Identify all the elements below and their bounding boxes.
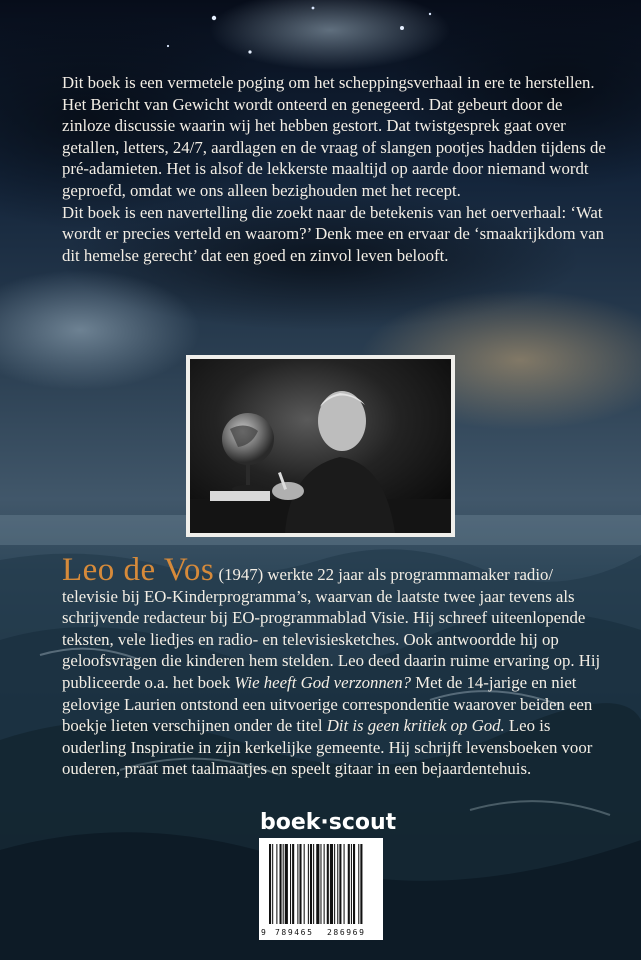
barcode-bars bbox=[259, 838, 383, 926]
barcode-bar bbox=[299, 844, 301, 924]
barcode-bar bbox=[280, 844, 282, 924]
barcode-bar bbox=[348, 844, 350, 924]
book-title-1: Wie heeft God verzonnen? bbox=[234, 672, 412, 692]
barcode-bar bbox=[327, 844, 329, 924]
isbn-barcode bbox=[259, 838, 383, 940]
barcode-bar bbox=[285, 844, 288, 924]
barcode-bar bbox=[308, 844, 309, 924]
barcode-bar bbox=[290, 844, 291, 924]
author-photo bbox=[190, 359, 451, 533]
barcode-bar bbox=[344, 844, 345, 924]
barcode-bar bbox=[297, 844, 298, 924]
barcode-bar bbox=[304, 844, 305, 924]
barcode-bar bbox=[269, 844, 271, 924]
author-photo-frame bbox=[186, 355, 455, 537]
book-title-2: Dit is geen kritiek op God. bbox=[326, 716, 505, 736]
back-cover-blurb bbox=[62, 72, 610, 266]
barcode-bar bbox=[360, 844, 362, 924]
bio-text-1: (1947) werkte 22 jaar als programmamaker radio/ televisie bij EO-Kinderprogramma’s, waarvan de laatste twee jaar tevens als schrijvende redacteur bij EO-programmablad Visie. Hij schreef uiteenlopende teksten, vele liedjes en radio- en televisiesketches. Ook antwoordde hij op geloofsvragen die kinderen hem stelden. Leo deed daarin ruime ervaring op. Hij publiceerde o.a. het boek bbox=[62, 565, 601, 692]
barcode-bar bbox=[276, 844, 277, 924]
author-biography bbox=[62, 552, 610, 780]
publisher-logo: boek·scout bbox=[260, 810, 397, 835]
blurb-paragraph-2: Dit boek is een navertelling die zoekt naar de betekenis van het oerverhaal: ‘Wat wordt er precies verteld en waarom?’ Denk mee en ervaar de ‘smaakrijkdom van dit hemelse gerecht’ dat een goed en zinvol leven belooft. bbox=[62, 202, 605, 265]
barcode-bar bbox=[272, 844, 273, 924]
author-name: Leo de Vos bbox=[62, 552, 215, 588]
barcode-lead-digit: 9 bbox=[261, 928, 266, 937]
barcode-bar bbox=[337, 844, 338, 924]
barcode-left-digits: 789465 bbox=[275, 928, 314, 937]
barcode-bar bbox=[334, 844, 335, 924]
barcode-bar bbox=[283, 844, 284, 924]
barcode-right-digits: 286969 bbox=[327, 928, 366, 937]
barcode-bar bbox=[310, 844, 312, 924]
barcode-bar bbox=[313, 844, 314, 924]
blurb-paragraph-1: Dit boek is een vermetele poging om het scheppingsverhaal in ere te herstellen. Het Bericht van Gewicht wordt onteerd en genegeerd. Dat gebeurt door de zinloze discussie waarin wij het hebben gestort. Dat twistgesprek gaat over getallen, letters, 24/7, aardlagen en de vraag of slangen pootjes hadden tijdens de pré-adamieten. Het is alsof de lekkerste maaltijd op aarde door niemand wordt geproefd, omdat we ons alleen bezighouden met het recept. bbox=[62, 73, 606, 200]
barcode-bar bbox=[351, 844, 352, 924]
barcode-bar bbox=[292, 844, 294, 924]
barcode-bar bbox=[316, 844, 319, 924]
barcode-bar bbox=[330, 844, 333, 924]
barcode-digits bbox=[259, 927, 383, 939]
bio-text-2: Met de 14-jarige en niet gelovige Laurien ontstond een uitvoerige correspondentie waarover beiden een boekje lieten verschijnen onder de titel bbox=[62, 672, 593, 736]
barcode-bar bbox=[353, 844, 355, 924]
bio-text-3: Leo is ouderling Inspiratie in zijn kerkelijke gemeente. Hij schrijft levensboeken voor ouderen, praat met taalmaatjes en speelt gitaar in een bejaardentehuis. bbox=[62, 716, 593, 779]
barcode-bar bbox=[320, 844, 321, 924]
barcode-bar bbox=[339, 844, 341, 924]
barcode-bar bbox=[324, 844, 325, 924]
barcode-bar bbox=[358, 844, 359, 924]
